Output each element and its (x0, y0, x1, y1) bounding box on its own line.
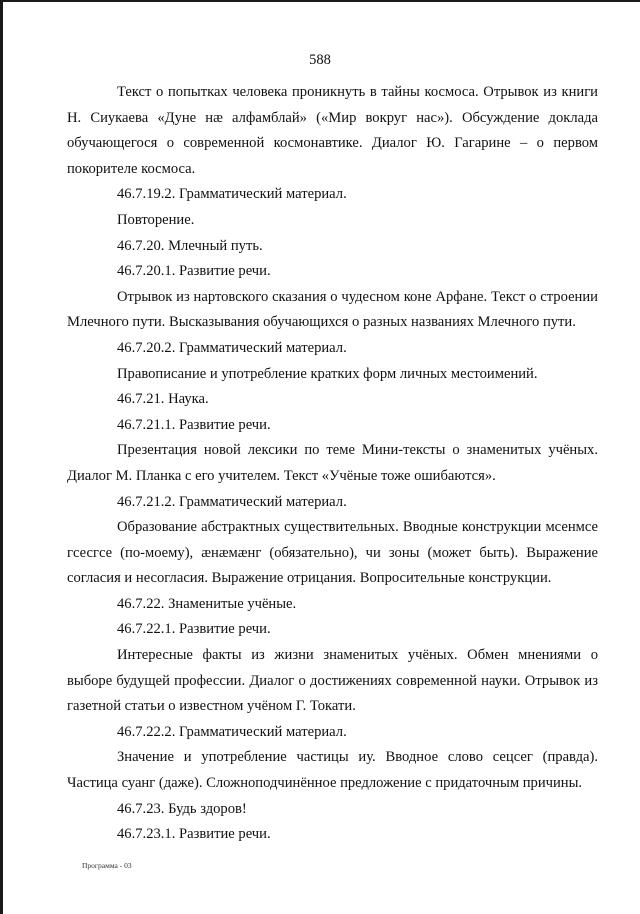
section-heading: 46.7.19.2. Грамматический материал. (117, 186, 347, 203)
page-number: 588 (309, 52, 331, 68)
section-heading: 46.7.22. Знаменитые учёные. (117, 595, 297, 612)
page-footer: Программа - 03 (82, 861, 132, 870)
section-heading: 46.7.20.1. Развитие речи. (117, 263, 271, 280)
section-heading: 46.7.23. Будь здоров! (117, 800, 247, 817)
paragraph: Повторение. (117, 211, 195, 228)
section-heading: 46.7.20. Млечный путь. (117, 237, 263, 254)
section-heading: 46.7.22.1. Развитие речи. (117, 621, 271, 638)
section-heading: 46.7.21. Наука. (117, 391, 209, 408)
paragraph: Отрывок из нартовского сказания о чудесном коне Арфане. Текст о строении Млечного пути. Высказывания обучающихся о разных названиях Млечного пути. (67, 288, 598, 331)
section-heading: 46.7.20.2. Грамматический материал. (117, 339, 347, 356)
section-heading: 46.7.23.1. Развитие речи. (117, 826, 271, 843)
page-edge-top (0, 0, 640, 2)
page-edge-left (0, 0, 3, 914)
section-heading: 46.7.21.2. Грамматический материал. (117, 493, 347, 510)
paragraph: Презентация новой лексики по теме Мини-тексты о знаменитых учёных. Диалог М. Планка с его учителем. Текст «Учёные тоже ошибаются». (67, 442, 598, 484)
document-body (67, 80, 598, 848)
section-heading: 46.7.21.1. Развитие речи. (117, 416, 271, 433)
paragraph: Текст о попытках человека проникнуть в тайны космоса. Отрывок из книги Н. Сиукаева «Дуне нæ алфамблай» («Мир вокруг нас»). Обсуждение доклада обучающегося о современной космонавтике. Диалог Ю. Гагарине – о первом покорителе космоса. (67, 84, 598, 177)
paragraph: Правописание и употребление кратких форм личных местоимений. (117, 365, 538, 382)
paragraph: Значение и употребление частицы иу. Вводное слово сецсег (правда). Частица суанг (даже). Сложноподчинённое предложение с придаточным причины. (67, 749, 598, 792)
paragraph: Интересные факты из жизни знаменитых учёных. Обмен мнениями о выборе будущей профессии. Диалог о достижениях современной науки. Отрывок из газетной статьи о известном учёном Г. Токати. (67, 647, 598, 715)
paragraph: Образование абстрактных существительных. Вводные конструкции мсенмсе гсесгсе (по-моему), æнæмæнг (обязательно), чи зоны (может быть). Выражение согласия и несогласия. Выражение отрицания. Вопросительные конструкции. (67, 519, 598, 587)
section-heading: 46.7.22.2. Грамматический материал. (117, 723, 347, 740)
